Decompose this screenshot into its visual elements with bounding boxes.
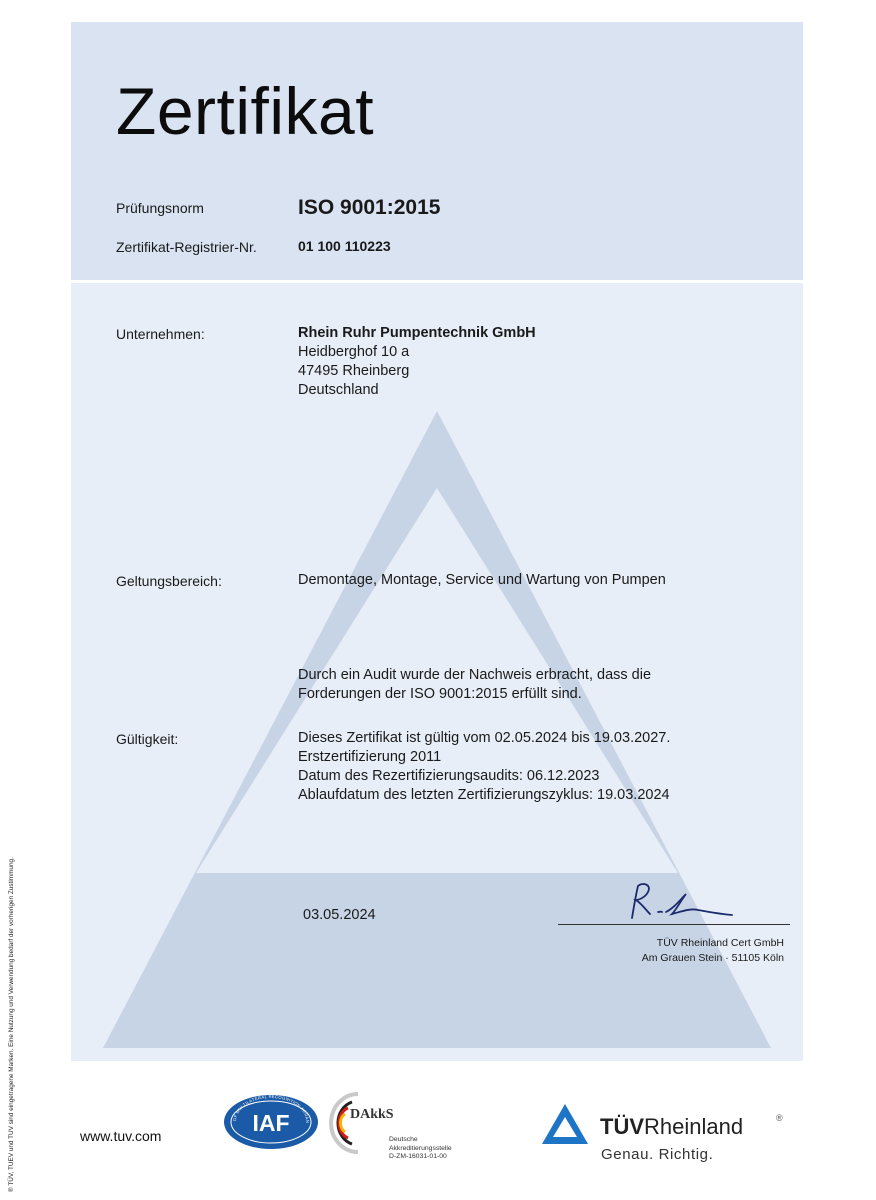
validity-line-3: Datum des Rezertifizierungsaudits: 06.12.2023 bbox=[298, 768, 600, 784]
tuv-brand bbox=[600, 1114, 743, 1140]
iaf-ring-text: OF MULTILATERAL RECOGNITION ARRAN bbox=[231, 1093, 311, 1124]
company-street: Heidberghof 10 a bbox=[298, 344, 410, 360]
dakks-name: DAkkS bbox=[350, 1107, 394, 1122]
dakks-line-3: D-ZM-16031-01-00 bbox=[389, 1153, 447, 1160]
tuv-tagline: Genau. Richtig. bbox=[601, 1146, 714, 1163]
footer-url: www.tuv.com bbox=[80, 1128, 162, 1144]
issuer-name: TÜV Rheinland Cert GmbH bbox=[656, 937, 784, 949]
company-name: Rhein Ruhr Pumpentechnik GmbH bbox=[298, 325, 536, 341]
iaf-logo-icon bbox=[222, 1093, 320, 1151]
company-city: 47495 Rheinberg bbox=[298, 363, 410, 379]
iaf-logo-text: IAF bbox=[252, 1110, 290, 1136]
dakks-caption bbox=[389, 1136, 452, 1162]
validity-label: Gültigkeit: bbox=[116, 731, 179, 747]
certificate-title: Zertifikat bbox=[116, 74, 375, 148]
issue-date: 03.05.2024 bbox=[303, 907, 376, 923]
validity-line-1: Dieses Zertifikat ist gültig vom 02.05.2024 bis 19.03.2027. bbox=[298, 730, 671, 746]
trademark-note: ® TÜV, TUEV und TUV sind eingetragene Marken. Eine Nutzung und Verwendung bedarf der vorherigen Zustimmung. bbox=[8, 857, 15, 1192]
issuer-address: Am Grauen Stein · 51105 Köln bbox=[641, 952, 784, 964]
company-country: Deutschland bbox=[298, 382, 379, 398]
validity-line-2: Erstzertifizierung 2011 bbox=[298, 749, 442, 765]
signature-icon bbox=[620, 878, 740, 924]
standard-value: ISO 9001:2015 bbox=[298, 196, 441, 219]
company-label: Unternehmen: bbox=[116, 326, 205, 342]
issuer-block bbox=[642, 936, 784, 966]
audit-statement-line-2: Forderungen der ISO 9001:2015 erfüllt sind. bbox=[298, 686, 582, 702]
dakks-logo-icon bbox=[328, 1090, 388, 1156]
scope-value: Demontage, Montage, Service und Wartung von Pumpen bbox=[298, 572, 666, 588]
tuv-brand-rest: Rheinland bbox=[644, 1114, 744, 1139]
registration-value: 01 100 110223 bbox=[298, 238, 391, 254]
validity-line-4: Ablaufdatum des letzten Zertifizierungszyklus: 19.03.2024 bbox=[298, 787, 670, 803]
tuv-registered-mark: ® bbox=[776, 1113, 783, 1123]
tuv-triangle-icon bbox=[540, 1102, 590, 1146]
signature-line bbox=[558, 924, 790, 925]
scope-label: Geltungsbereich: bbox=[116, 573, 222, 589]
registration-label: Zertifikat-Registrier-Nr. bbox=[116, 239, 257, 255]
dakks-line-1: Deutsche bbox=[389, 1136, 418, 1143]
tuv-brand-bold: TÜV bbox=[600, 1114, 644, 1139]
dakks-line-2: Akkreditierungsstelle bbox=[389, 1144, 452, 1152]
standard-label: Prüfungsnorm bbox=[116, 200, 204, 216]
audit-statement-line-1: Durch ein Audit wurde der Nachweis erbracht, dass die bbox=[298, 667, 652, 683]
